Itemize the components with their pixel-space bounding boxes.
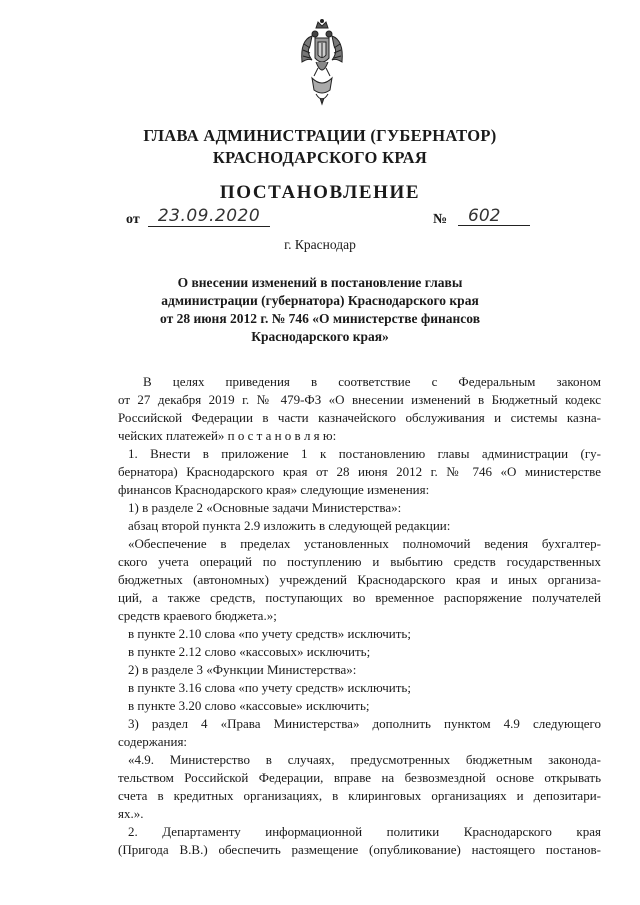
number-label: № — [433, 212, 448, 227]
body-line: содержания: — [118, 734, 188, 749]
body-line: 3) раздел 4 «Права Министерства» дополнить пунктом 4.9 следующего — [128, 716, 601, 731]
body-line: ского учета операций по поступлению и выбытию средств государственных — [118, 554, 601, 569]
body-line: Российской Федерации в части казначейского обслуживания и системы казна- — [118, 410, 601, 425]
document-type-heading: ПОСТАНОВЛЕНИЕ — [219, 182, 421, 203]
body-line: 1. Внести в приложение 1 к постановлению главы администрации (гу- — [128, 446, 601, 461]
body-line: 2) в разделе 3 «Функции Министерства»: — [128, 662, 357, 677]
body-line: 1) в разделе 2 «Основные задачи Министерства»: — [128, 500, 402, 515]
body-line: в пункте 3.20 слово «кассовые» исключить; — [128, 698, 370, 713]
body-line: 2. Департаменту информационной политики Краснодарского края — [128, 824, 601, 839]
number-value: 602 — [458, 206, 530, 226]
authority-title-line2: КРАСНОДАРСКОГО КРАЯ — [212, 148, 428, 167]
body-line: счета в кредитных организациях, в клиринговых организациях и депозитари- — [118, 788, 601, 803]
body-line: абзац второй пункта 2.9 изложить в следующей редакции: — [128, 518, 451, 533]
title-line: администрации (губернатора) Краснодарского края — [161, 293, 479, 308]
body-line: (Пригода В.В.) обеспечить размещение (опубликование) настоящего постанов- — [118, 842, 601, 857]
body-line: бернатора) Краснодарского края от 28 июня 2012 г. № 746 «О министерстве — [118, 464, 601, 479]
body-line: в пункте 2.12 слово «кассовых» исключить; — [128, 644, 371, 659]
document-body — [118, 373, 601, 859]
body-line: ях.». — [118, 806, 144, 821]
city-name: г. Краснодар — [284, 237, 356, 252]
body-line: финансов Краснодарского края» следующие изменения: — [118, 482, 430, 497]
body-line: В целях приведения в соответствие с Федеральным законом — [143, 374, 601, 389]
body-line: от 27 декабря 2019 г. № 479-ФЗ «О внесении изменений в Бюджетный кодекс — [118, 392, 601, 407]
body-line: бюджетных (автономных) учреждений Краснодарского края и иных организа- — [118, 572, 601, 587]
resolution-title — [150, 274, 490, 346]
body-line: в пункте 2.10 слова «по учету средств» исключить; — [128, 626, 411, 641]
body-line: в пункте 3.16 слова «по учету средств» исключить; — [128, 680, 411, 695]
body-line: чейских платежей» п о с т а н о в л я ю: — [118, 428, 337, 443]
date-value: 23.09.2020 — [148, 206, 270, 227]
coat-of-arms-emblem — [298, 18, 346, 106]
body-line: «4.9. Министерство в случаях, предусмотренных бюджетным законода- — [128, 752, 601, 767]
body-line: тельством Российской Федерации, вправе на безвозмездной основе открывать — [118, 770, 601, 785]
body-line: средств краевого бюджета.»; — [118, 608, 277, 623]
title-line: от 28 июня 2012 г. № 746 «О министерстве финансов — [160, 311, 480, 326]
date-label: от — [126, 212, 140, 227]
title-line: О внесении изменений в постановление главы — [177, 275, 463, 290]
title-line: Краснодарского края» — [251, 329, 389, 344]
body-line: ций, а также средств, поступающих во временное распоряжение получателей — [118, 590, 601, 605]
authority-title-line1: ГЛАВА АДМИНИСТРАЦИИ (ГУБЕРНАТОР) — [143, 126, 497, 145]
body-line: «Обеспечение в пределах установленных полномочий ведения бухгалтер- — [128, 536, 601, 551]
